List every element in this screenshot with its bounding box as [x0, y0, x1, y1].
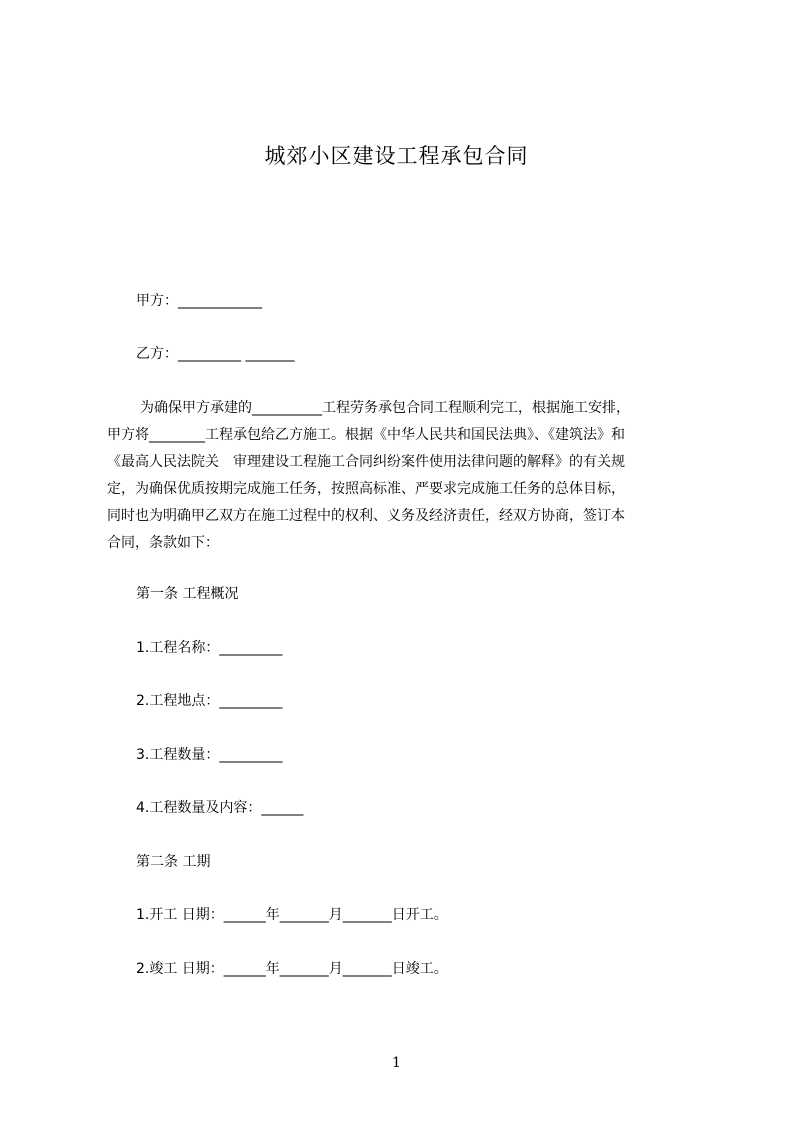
document-title: 城郊小区建设工程承包合同 [264, 144, 529, 168]
intro-line: 同时也为明确甲乙双方在施工过程中的权利、义务及经济责任，经双方协商，签订本 [107, 508, 625, 524]
party-a-field: 甲方：____________ [136, 293, 262, 309]
party-b-field: 乙方：_________ _______ [136, 346, 295, 362]
article-1-heading: 第一条 工程概况 [136, 586, 239, 602]
project-content-field: 4.工程数量及内容：______ [136, 800, 304, 816]
intro-paragraph [107, 395, 707, 557]
start-date-field: 1.开工 日期：______年_______月_______日开工。 [136, 907, 448, 923]
project-name-field: 1.工程名称：_________ [136, 640, 283, 656]
intro-line: 《最高人民法院关 审理建设工程施工合同纠纷案件使用法律问题的解释》的有关规 [107, 454, 625, 470]
intro-line: 定，为确保优质按期完成施工任务，按照高标准、严要求完成施工任务的总体目标， [107, 481, 625, 497]
page-number: 1 [392, 1055, 401, 1071]
intro-line: 为确保甲方承建的__________工程劳务承包合同工程顺利完工，根据施工安排， [140, 400, 630, 416]
completion-date-field: 2.竣工 日期：______年_______月_______日竣工。 [136, 961, 448, 977]
article-2-heading: 第二条 工期 [136, 854, 211, 870]
project-location-field: 2.工程地点：_________ [136, 693, 283, 709]
intro-line: 甲方将________工程承包给乙方施工。根据《中华人民共和国民法典》、《建筑法》和 [107, 427, 625, 443]
project-quantity-field: 3.工程数量：_________ [136, 747, 283, 763]
intro-line: 合同，条款如下： [107, 535, 219, 551]
